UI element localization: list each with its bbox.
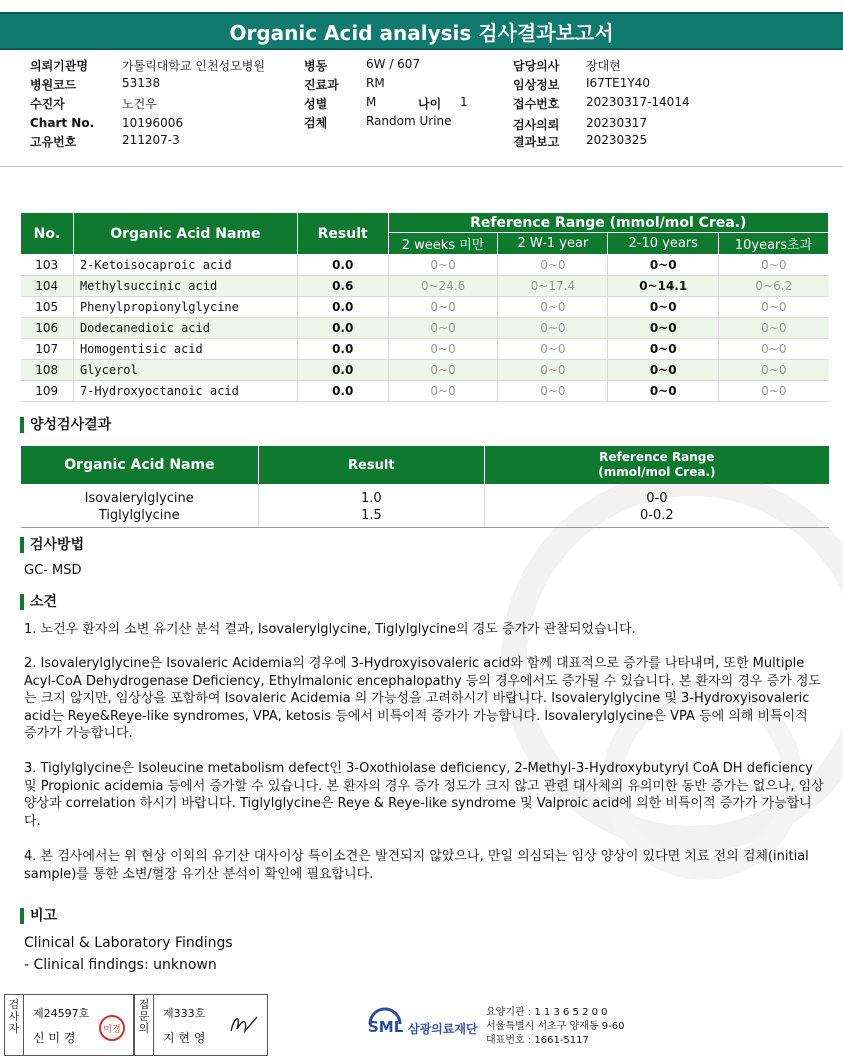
table-row <box>21 339 829 360</box>
col-header-ref-4: 10years초과 <box>719 233 829 255</box>
cell-ref-3: 0~0 <box>608 255 719 276</box>
value-age: 1 <box>460 95 468 109</box>
value-clinical-info: I67TE1Y40 <box>586 76 650 90</box>
label-chart-no: Chart No. <box>30 116 95 130</box>
value-receipt-no: 20230317-14014 <box>586 95 690 109</box>
examiner-name: 신 미 경 <box>33 1031 76 1045</box>
examiner-label: 검사자 <box>8 998 20 1035</box>
cell-ref-1: 0~0 <box>388 318 498 339</box>
label-department: 진료과 <box>304 78 339 92</box>
logo-org-name: 삼광의료재단 <box>408 1022 478 1036</box>
positive-header-ref-line1: Reference Range <box>599 450 715 464</box>
cell-no: 104 <box>21 276 74 297</box>
label-age: 나이 <box>418 97 442 111</box>
cell-ref-4: 0~0 <box>719 381 829 402</box>
table-row <box>21 381 829 402</box>
cell-result: 0.0 <box>297 360 388 381</box>
cell-ref-4: 0~0 <box>719 360 829 381</box>
cell-ref-3: 0~0 <box>608 381 719 402</box>
specialist-box <box>134 994 268 1056</box>
opinion-p2: 2. Isovalerylglycine은 Isovaleric Acidemia의 경우에 3-Hydroxyisovaleric acid와 함께 대표적으로 증가를 나타내며, 또한 Multiple Acyl-CoA Dehydrogenase Deficiency, Ethylmalonic encephalopathy 등의 경우에서도 증가될 수 있습니다. 본 환자의 경우 증가 정도는 크지 않지만, 임상상을 포함하여 Isovaleric Acidemia 의 가능성을 고려하시기 바랍니다. Isovalerylglycine 및 3-Hydroxyisovaleric acid는 Reye&Reye-like syndromes, VPA, ketosis 등에서 비특이적 증가가 가능합니다. Isovalerylglycine은 VPA 등에 의해 비특이적 증가가 가능합니다. <box>24 656 821 741</box>
cell-ref-1: 0~0 <box>388 381 498 402</box>
cell-ref-1: 0~24.6 <box>388 276 498 297</box>
positive-header-ref-line2: (mmol/mol Crea.) <box>598 465 716 479</box>
report-title: Organic Acid analysis 검사결과보고서 <box>0 12 843 50</box>
cell-ref-1: 0~0 <box>388 255 498 276</box>
label-hospital-code: 병원코드 <box>30 78 77 92</box>
org-address: 서울특별시 서초구 양재동 9-60 <box>486 1021 625 1032</box>
signature-icon <box>227 1011 261 1037</box>
sml-logo <box>366 1004 496 1044</box>
positive-row <box>21 490 830 507</box>
positive-header-result: Result <box>258 446 484 484</box>
label-specimen: 검체 <box>304 116 328 130</box>
cell-ref-2: 0~0 <box>498 297 608 318</box>
table-row <box>21 318 829 339</box>
method-text: GC- MSD <box>24 563 82 578</box>
specialist-name: 지 현 영 <box>163 1031 206 1045</box>
cell-ref-3: 0~0 <box>608 339 719 360</box>
section-title-opinion: 소견 <box>20 594 57 610</box>
label-ward: 병동 <box>304 59 328 73</box>
cell-ref-2: 0~0 <box>498 339 608 360</box>
cell-no: 103 <box>21 255 74 276</box>
label-sex: 성별 <box>304 97 328 111</box>
header-divider <box>0 166 843 167</box>
table-row <box>21 276 829 297</box>
positive-cell-ref: 0-0 <box>484 490 829 507</box>
col-header-ref-2: 2 W-1 year <box>498 233 608 255</box>
positive-cell-name: Isovalerylglycine <box>84 491 194 506</box>
value-ward: 6W / 607 <box>366 57 421 71</box>
specialist-license: 제333호 <box>163 1007 206 1020</box>
examiner-seal: 미경 <box>99 1015 125 1041</box>
cell-no: 105 <box>21 297 74 318</box>
value-doctor: 장대현 <box>586 59 621 73</box>
value-chart-no: 10196006 <box>122 116 184 130</box>
note-line1: Clinical & Laboratory Findings <box>24 935 233 951</box>
value-patient: 노건우 <box>122 97 157 111</box>
cell-ref-2: 0~0 <box>498 360 608 381</box>
footer <box>0 994 843 1062</box>
section-title-method: 검사방법 <box>20 537 84 553</box>
cell-ref-4: 0~0 <box>719 339 829 360</box>
cell-ref-3: 0~14.1 <box>608 276 719 297</box>
cell-ref-2: 0~17.4 <box>498 276 608 297</box>
cell-ref-4: 0~0 <box>719 318 829 339</box>
positive-header-ref <box>484 446 829 484</box>
note-line2: - Clinical findings: unknown <box>24 957 217 973</box>
cell-name: Phenylpropionylglycine <box>73 297 297 318</box>
col-header-ref-1: 2 weeks 미만 <box>388 233 498 255</box>
opinion-p1: 1. 노건우 환자의 소변 유기산 분석 결과, Isovalerylglycine, Tiglylglycine의 경도 증가가 관찰되었습니다. <box>24 622 636 637</box>
label-clinical-info: 임상정보 <box>513 78 560 92</box>
positive-table <box>20 446 829 528</box>
org-code: 요양기관 : 1 1 3 6 5 2 0 0 <box>486 1007 608 1018</box>
cell-name: Dodecanedioic acid <box>73 318 297 339</box>
label-unique-no: 고유번호 <box>30 135 77 149</box>
col-header-reference: Reference Range (mmol/mol Crea.) <box>388 213 828 233</box>
cell-ref-4: 0~0 <box>719 297 829 318</box>
table-row <box>21 360 829 381</box>
cell-ref-3: 0~0 <box>608 318 719 339</box>
positive-cell-name: Tiglylglycine <box>21 507 259 528</box>
cell-name: Glycerol <box>73 360 297 381</box>
value-report-date: 20230325 <box>586 133 648 147</box>
cell-no: 106 <box>21 318 74 339</box>
results-table <box>20 212 829 402</box>
table-row <box>21 255 829 276</box>
cell-result: 0.0 <box>297 297 388 318</box>
cell-result: 0.0 <box>297 381 388 402</box>
section-title-note: 비고 <box>20 908 57 924</box>
label-request-date: 검사의뢰 <box>513 118 560 132</box>
col-header-no: No. <box>21 213 74 255</box>
value-request-date: 20230317 <box>586 116 648 130</box>
label-receipt-no: 접수번호 <box>513 97 560 111</box>
cell-ref-2: 0~0 <box>498 318 608 339</box>
org-info <box>486 1006 625 1048</box>
examiner-box <box>4 994 134 1056</box>
cell-result: 0.0 <box>297 318 388 339</box>
label-institution: 의뢰기관명 <box>30 59 88 73</box>
cell-result: 0.6 <box>297 276 388 297</box>
cell-ref-4: 0~0 <box>719 255 829 276</box>
cell-no: 107 <box>21 339 74 360</box>
value-department: RM <box>366 76 385 90</box>
cell-name: Methylsuccinic acid <box>73 276 297 297</box>
opinion-p3: 3. Tiglylglycine은 Isoleucine metabolism defect인 3-Oxothiolase deficiency, 2-Methyl-3-Hydroxybutyryl CoA DH deficiency 및 Propionic acidemia 등에서 증가할 수 있습니다. 본 환자의 경우 증가 정도가 크지 않고 관련 대사체의 유의미한 동반 증가는 없으나, 임상 양상과 correlation 하시기 바랍니다. Tiglylglycine은 Reye & Reye-like syndrome 및 Valproic acid에 의한 비특이적 증가가 가능합니다. <box>24 761 824 829</box>
cell-ref-2: 0~0 <box>498 255 608 276</box>
section-title-positive: 양성검사결과 <box>20 417 111 433</box>
value-specimen: Random Urine <box>366 114 452 128</box>
cell-ref-3: 0~0 <box>608 297 719 318</box>
positive-row <box>21 507 830 528</box>
cell-no: 108 <box>21 360 74 381</box>
value-hospital-code: 53138 <box>122 76 161 90</box>
col-header-result: Result <box>297 213 388 255</box>
label-report-date: 결과보고 <box>513 135 560 149</box>
col-header-ref-3: 2-10 years <box>608 233 719 255</box>
positive-header-name: Organic Acid Name <box>21 446 259 484</box>
positive-cell-ref: 0-0.2 <box>484 507 829 528</box>
table-row <box>21 297 829 318</box>
value-sex: M <box>366 95 377 109</box>
value-unique-no: 211207-3 <box>122 133 180 147</box>
cell-name: 2-Ketoisocaproic acid <box>73 255 297 276</box>
examiner-license: 제24597호 <box>33 1007 90 1020</box>
cell-no: 109 <box>21 381 74 402</box>
opinion-p4: 4. 본 검사에서는 위 현상 이외의 유기산 대사이상 특이소견은 발견되지 않았으나, 만일 의심되는 임상 양상이 있다면 치료 전의 검체(initial sample)를 통한 소변/혈장 유기산 분석이 확인에 필요합니다. <box>24 849 809 882</box>
cell-ref-1: 0~0 <box>388 339 498 360</box>
specialist-label: 접문의 <box>138 998 150 1035</box>
cell-ref-1: 0~0 <box>388 360 498 381</box>
label-patient: 수진자 <box>30 97 65 111</box>
org-phone: 대표번호 : 1661-5117 <box>486 1035 589 1046</box>
col-header-name: Organic Acid Name <box>73 213 297 255</box>
logo-text: SML <box>368 1018 404 1036</box>
value-institution: 가톨릭대학교 인천성모병원 <box>122 59 265 73</box>
label-doctor: 담당의사 <box>513 59 560 73</box>
cell-ref-4: 0~6.2 <box>719 276 829 297</box>
cell-ref-2: 0~0 <box>498 381 608 402</box>
positive-cell-result: 1.0 <box>258 490 484 507</box>
cell-name: 7-Hydroxyoctanoic acid <box>73 381 297 402</box>
cell-result: 0.0 <box>297 339 388 360</box>
cell-ref-1: 0~0 <box>388 297 498 318</box>
cell-ref-3: 0~0 <box>608 360 719 381</box>
cell-result: 0.0 <box>297 255 388 276</box>
positive-cell-result: 1.5 <box>258 507 484 528</box>
cell-name: Homogentisic acid <box>73 339 297 360</box>
